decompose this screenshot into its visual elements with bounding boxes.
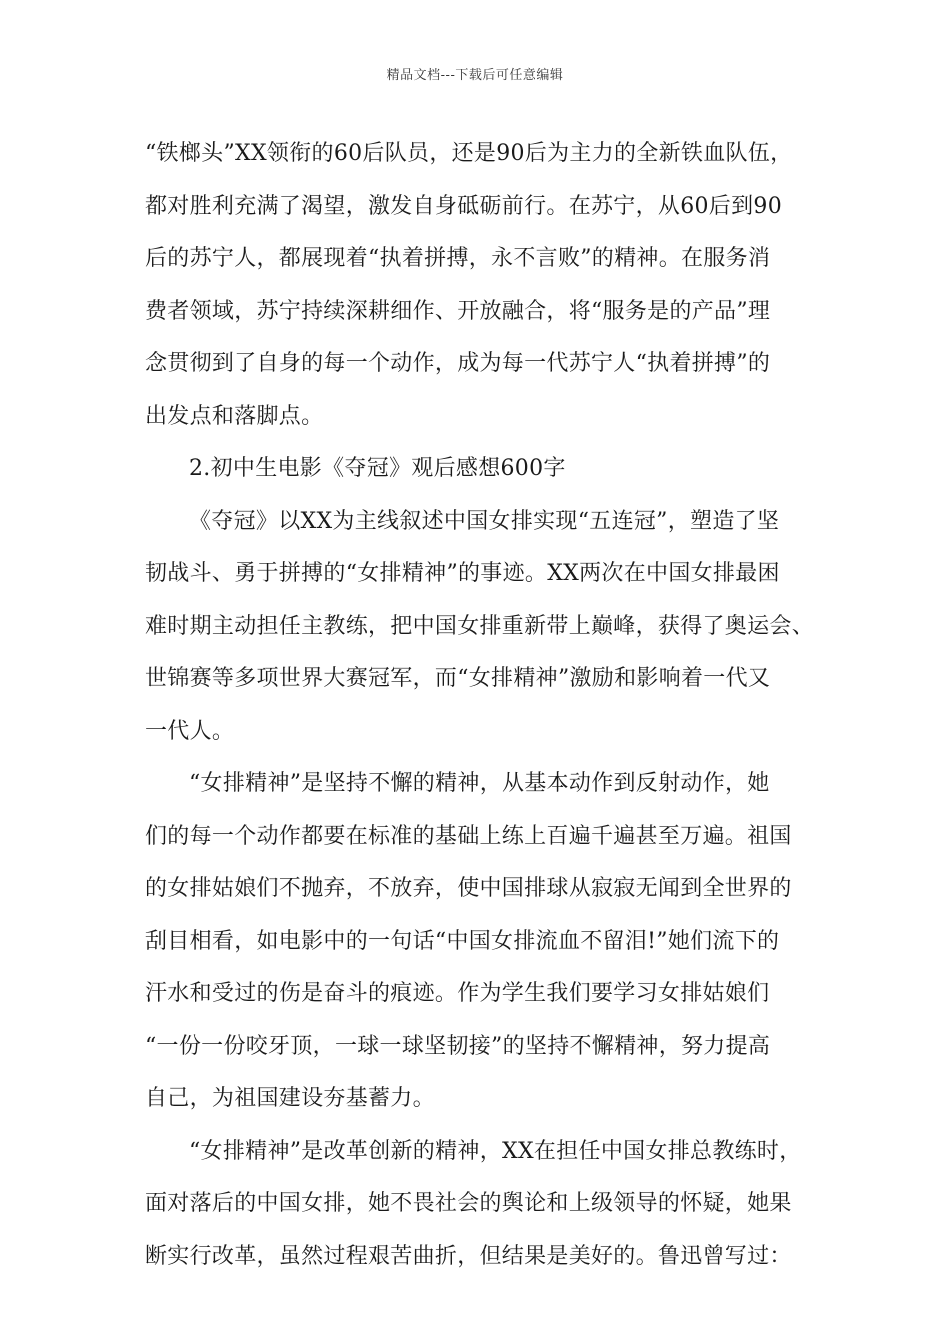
- text-line: 出发点和落脚点。: [145, 403, 324, 429]
- text-line: 都对胜利充满了渴望，激发自身砥砺前行。在苏宁，从60后到90: [145, 193, 782, 219]
- text-line: 《夺冠》以XX为主线叙述中国女排实现“五连冠”，塑造了坚: [189, 508, 780, 534]
- page-header: 精品文档---下载后可任意编辑: [386, 68, 564, 83]
- text-line: “铁榔头”XX领衔的60后队员，还是90后为主力的全新铁血队伍，: [145, 141, 793, 166]
- text-line: 费者领域，苏宁持续深耕细作、开放融合，将“服务是的产品”理: [145, 298, 771, 324]
- text-line: 的女排姑娘们不抛弃，不放弃，使中国排球从寂寂无闻到全世界的: [145, 876, 792, 901]
- text-line: 难时期主动担任主教练，把中国女排重新带上巅峰，获得了奥运会、: [145, 613, 815, 639]
- text-line: 刮目相看，如电影中的一句话“中国女排流血不留泪!”她们流下的: [145, 928, 780, 954]
- text-line: “一份一份咬牙顶，一球一球坚韧接”的坚持不懈精神，努力提高: [145, 1033, 771, 1059]
- text-line: 汗水和受过的伤是奋斗的痕迹。作为学生我们要学习女排姑娘们: [145, 981, 770, 1006]
- text-line: 念贯彻到了自身的每一个动作，成为每一代苏宁人“执着拼搏”的: [145, 351, 771, 376]
- text-line: “女排精神”是坚持不懈的精神，从基本动作到反射动作，她: [189, 771, 770, 796]
- section-heading: 2.初中生电影《夺冠》观后感想600字: [189, 456, 566, 481]
- document-body: [145, 128, 815, 1283]
- text-line: 世锦赛等多项世界大赛冠军，而“女排精神”激励和影响着一代又: [145, 666, 771, 691]
- text-line: “女排精神”是改革创新的精神，XX在担任中国女排总教练时，: [189, 1138, 802, 1164]
- text-line: 断实行改革，虽然过程艰苦曲折，但结果是美好的。鲁迅曾写过：: [145, 1243, 792, 1269]
- text-line: 后的苏宁人，都展现着“执着拼搏，永不言败”的精神。在服务消: [145, 246, 771, 271]
- text-line: 自己，为祖国建设夯基蓄力。: [145, 1086, 435, 1111]
- text-line: 一代人。: [145, 718, 235, 744]
- text-line: 面对落后的中国女排，她不畏社会的舆论和上级领导的怀疑，她果: [145, 1191, 792, 1216]
- text-line: 们的每一个动作都要在标准的基础上练上百遍千遍甚至万遍。祖国: [145, 823, 792, 849]
- text-line: 韧战斗、勇于拼搏的“女排精神”的事迹。XX两次在中国女排最困: [145, 561, 780, 586]
